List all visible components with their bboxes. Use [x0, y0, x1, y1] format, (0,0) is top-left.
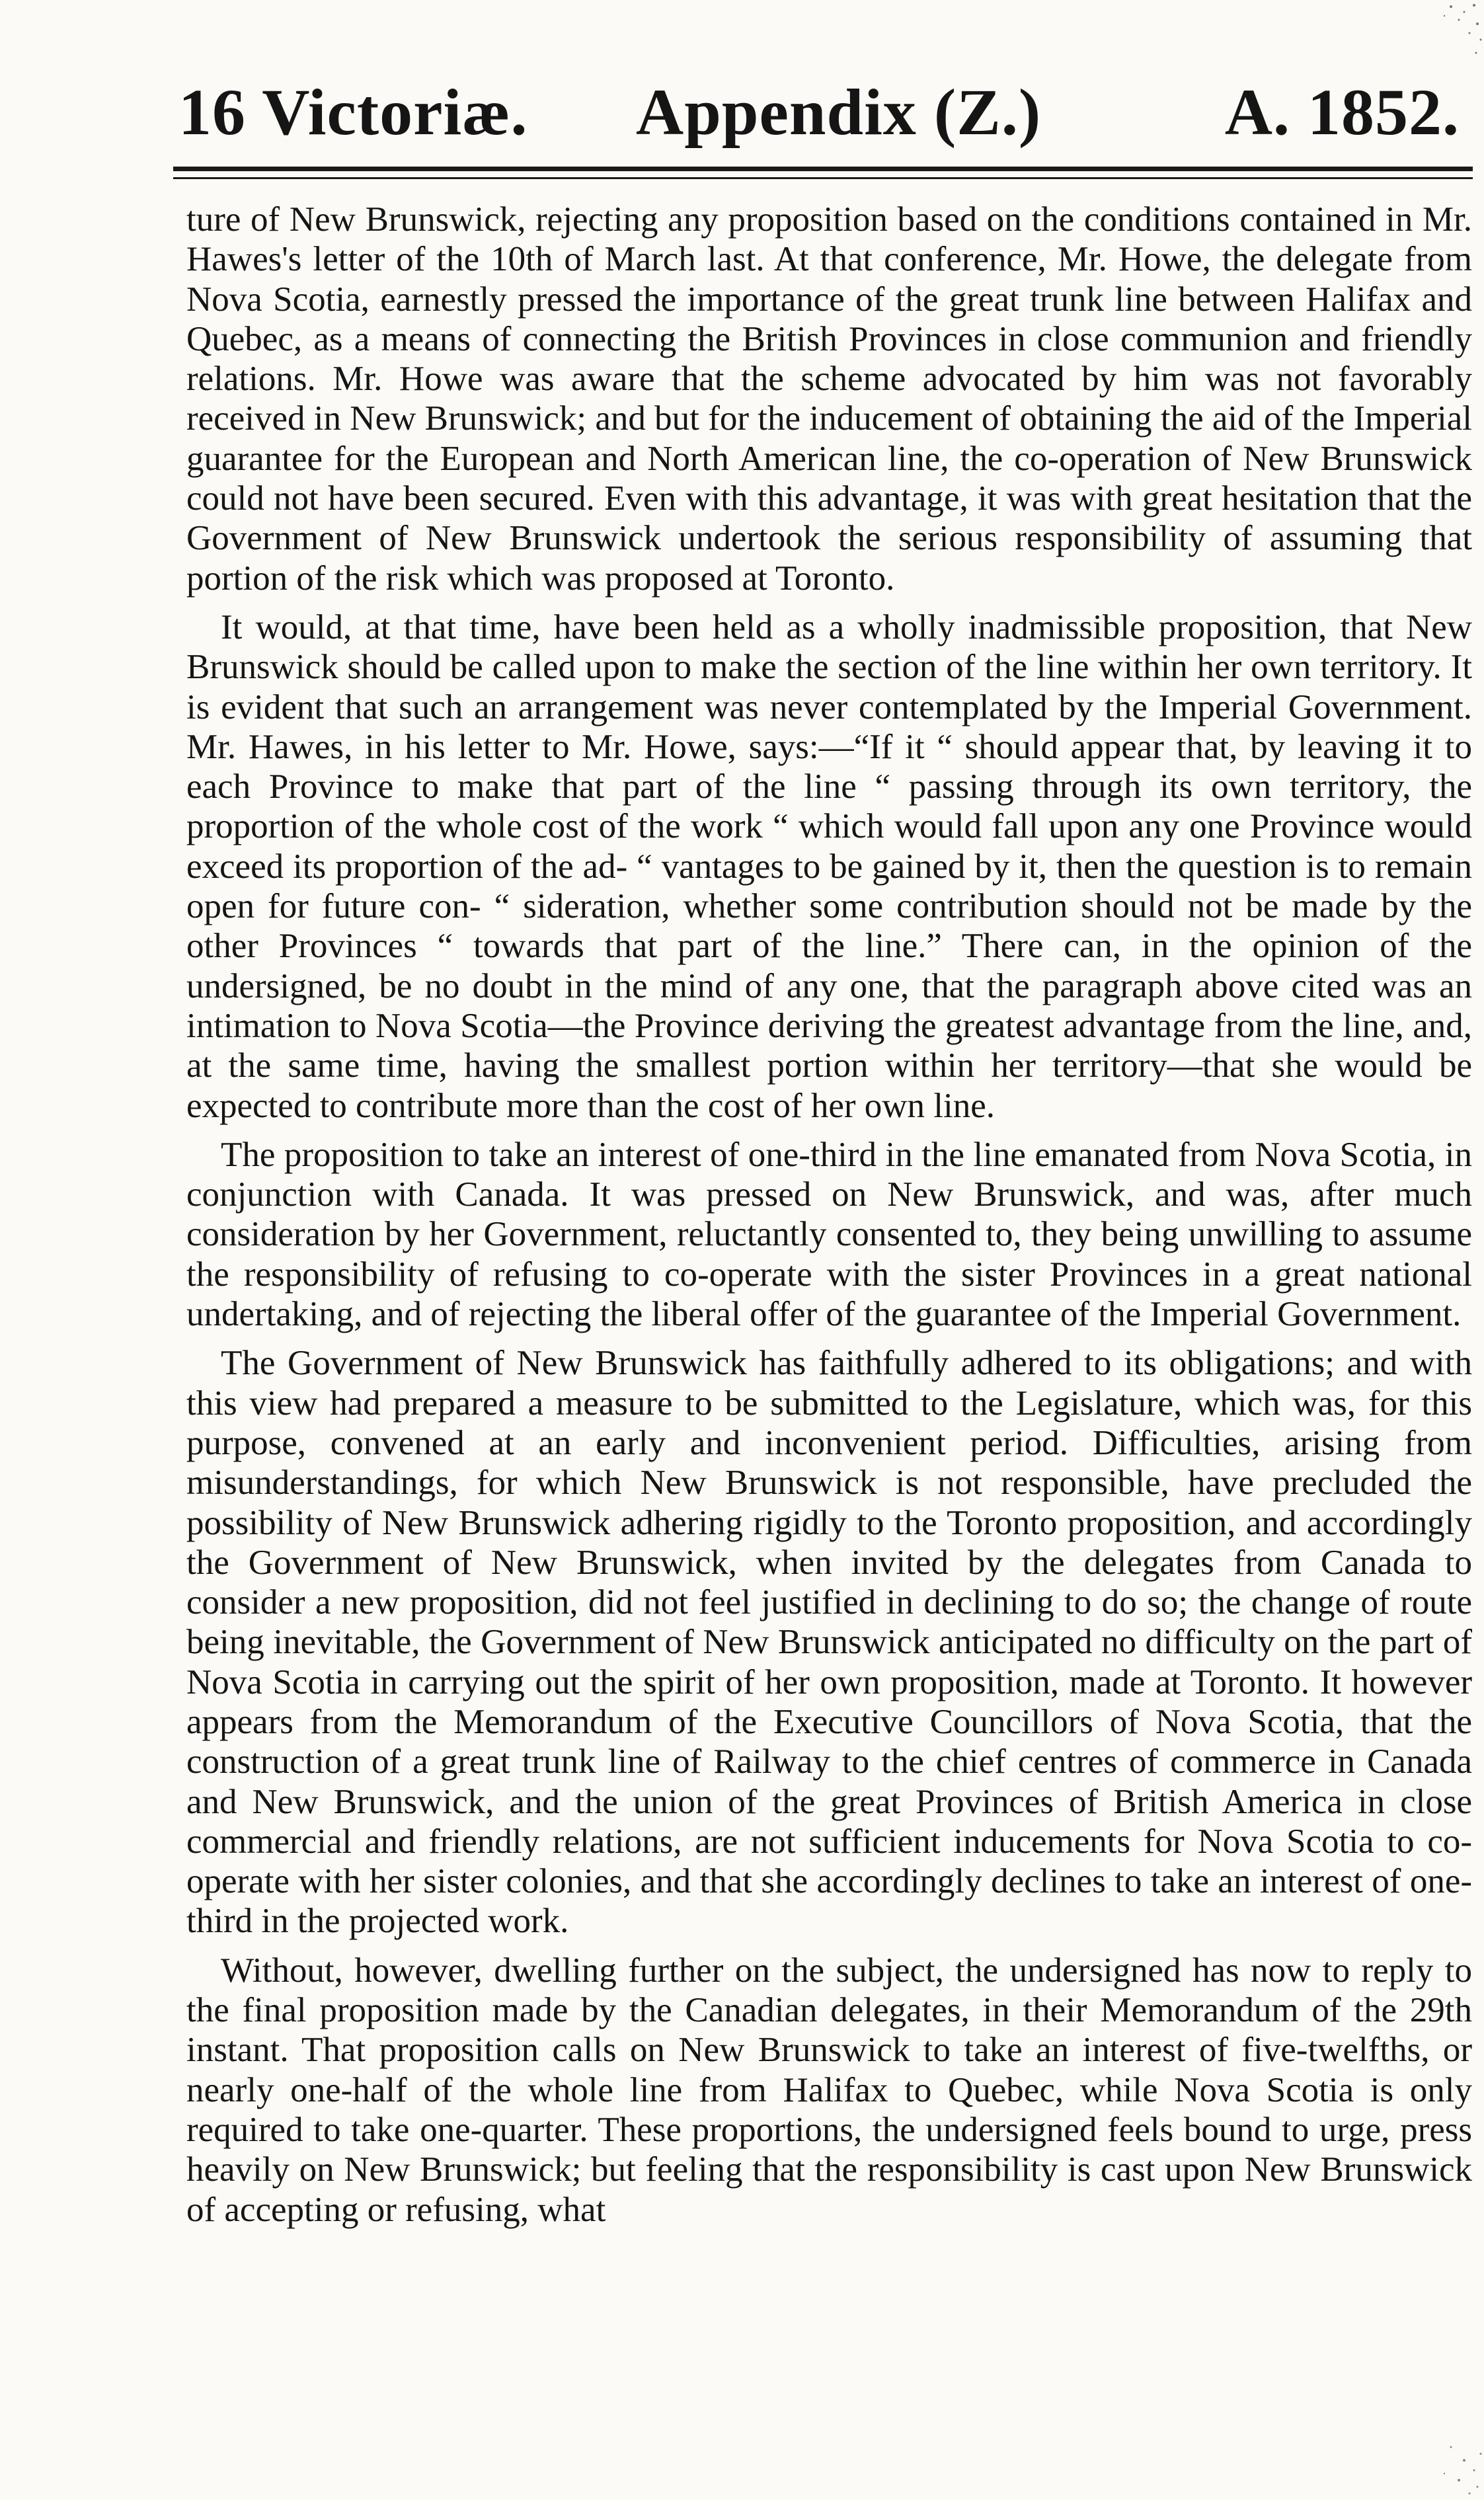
header-appendix: Appendix (Z.) — [636, 75, 1042, 149]
header-session: 16 Victoriæ. — [178, 75, 528, 149]
header-rule-thick — [173, 167, 1473, 171]
running-header — [173, 66, 1473, 159]
paragraph-2: It would, at that time, have been held as a wholly inadmissible proposition, that New Brunswick should be called upon to make the section of the line within her own territory. It is evident that such an arrangement was never contemplated by the Imperial Government. Mr. Hawes, in his letter to Mr. Howe, says:—“If it “ should appear that, by leaving it to each Province to make that part of the line “ passing through its own territory, the proportion of the whole cost of the work “ which would fall upon any one Province would exceed its proportion of the ad- “ vantages to be gained by it, then the question is to remain open for future con- “ sideration, whether some contribution should not be made by the other Provinces “ towards that part of the line.” There can, in the opinion of the undersigned, be no doubt in the mind of any one, that the paragraph above cited was an intimation to Nova Scotia—the Province deriving the greatest advantage from the line, and, at the same time, having the smallest portion within her territory—that she would be expected to contribute more than the cost of her own line. — [186, 607, 1472, 1125]
body-text — [186, 200, 1472, 2239]
paragraph-5: Without, however, dwelling further on the subject, the undersigned has now to reply to the final proposition made by the Canadian delegates, in their Memorandum of the 29th instant. That proposition calls on New Brunswick to take an interest of five-twelfths, or nearly one-half of the whole line from Halifax to Quebec, while Nova Scotia is only required to take one-quarter. These proportions, the undersigned feels bound to urge, press heavily on New Brunswick; but feeling that the responsibility is cast upon New Brunswick of accepting or refusing, what — [186, 1951, 1472, 2229]
paragraph-3: The proposition to take an interest of one-third in the line emanated from Nova Scotia, in conjunction with Canada. It was pressed on New Brunswick, and was, after much consideration by her Government, reluctantly consented to, they being unwilling to assume the responsibility of refusing to co-operate with the sister Provinces in a great national undertaking, and of rejecting the liberal offer of the guarantee of the Imperial Government. — [186, 1135, 1472, 1334]
header-year: A. 1852. — [1224, 75, 1460, 149]
page-edge-specks-bottom — [1372, 2355, 1484, 2500]
paragraph-4: The Government of New Brunswick has faithfully adhered to its obligations; and with this view had prepared a measure to be submitted to the Legislature, which was, for this purpose, convened at an early and inconvenient period. Difficulties, arising from misunderstandings, for which New Brunswick is not responsible, have precluded the possibility of New Brunswick adhering rigidly to the Toronto proposition, and accordingly the Government of New Brunswick, when invited by the delegates from Canada to consider a new proposition, did not feel justified in declining to do so; the change of route being inevitable, the Government of New Brunswick anticipated no difficulty on the part of Nova Scotia in carrying out the spirit of her own proposition, made at Toronto. It however appears from the Memorandum of the Executive Councillors of Nova Scotia, that the construction of a great trunk line of Railway to the chief centres of commerce in Canada and New Brunswick, and the union of the great Provinces of British America in close commercial and friendly relations, are not sufficient inducements for Nova Scotia to co-operate with her sister colonies, and that she accordingly declines to take an interest of one-third in the projected work. — [186, 1344, 1472, 1941]
header-rule-thin — [173, 177, 1473, 179]
paragraph-1: ture of New Brunswick, rejecting any proposition based on the conditions contained in Mr. Hawes's letter of the 10th of March last. At that conference, Mr. Howe, the delegate from Nova Scotia, earnestly pressed the importance of the great trunk line between Halifax and Quebec, as a means of connecting the British Provinces in close communion and friendly relations. Mr. Howe was aware that the scheme advocated by him was not favorably received in New Brunswick; and but for the inducement of obtaining the aid of the Imperial guarantee for the European and North American line, the co-operation of New Brunswick could not have been secured. Even with this advantage, it was with great hesitation that the Government of New Brunswick undertook the serious responsibility of assuming that portion of the risk which was proposed at Toronto. — [186, 200, 1472, 598]
